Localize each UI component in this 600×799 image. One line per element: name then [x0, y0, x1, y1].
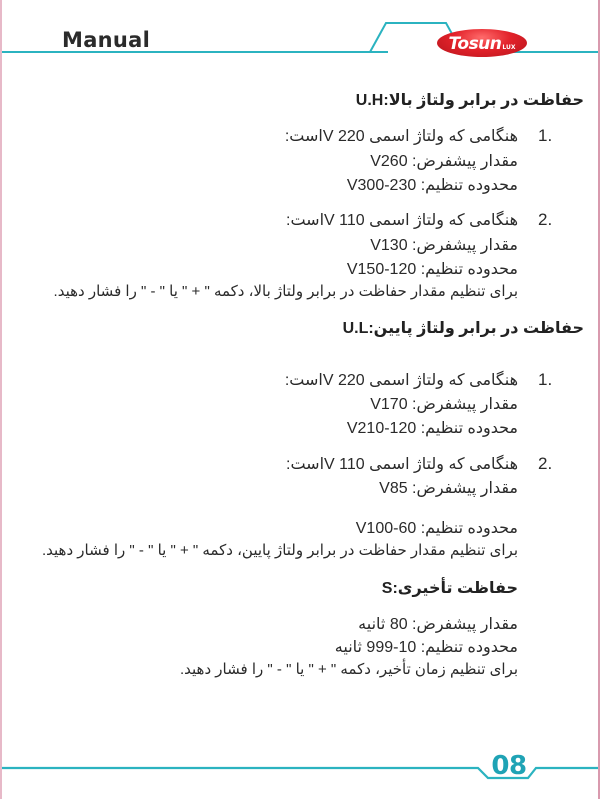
condition-text: هنگامی که ولتاژ اسمی 110 Vاست: — [286, 212, 518, 229]
instruction-text: برای تنظیم مقدار حفاظت در برابر ولتاژ بالا، دکمه " + " یا " - " را فشار دهید. — [53, 283, 518, 300]
section-heading-s: S:حفاظت تأخیری — [381, 580, 518, 597]
range-value: محدوده تنظیم: V210-120 — [346, 420, 518, 437]
default-value: مقدار پیشفرض: V260 — [370, 153, 518, 170]
instruction-text: برای تنظیم مقدار حفاظت در برابر ولتاژ پایین، دکمه " + " یا " - " را فشار دهید. — [41, 542, 518, 559]
list-number: 2. — [538, 210, 553, 229]
list-number: 2. — [538, 454, 553, 473]
instruction-text: برای تنظیم زمان تأخیر، دکمه " + " یا " - " را فشار دهید. — [179, 661, 518, 678]
section-heading-ul: U.L:حفاظت در برابر ولتاژ پایین — [342, 320, 584, 337]
default-value: مقدار پیشفرض: V170 — [370, 396, 518, 413]
range-value: محدوده تنظیم: V300-230 — [346, 177, 518, 194]
logo-subtext: LUX — [502, 43, 516, 51]
condition-text: هنگامی که ولتاژ اسمی 110 Vاست: — [286, 456, 518, 473]
range-value: محدوده تنظیم: V150-120 — [346, 261, 518, 278]
header-title: Manual — [62, 28, 151, 52]
logo-text: Tosun — [448, 33, 502, 54]
range-value: محدوده تنظیم: V100-60 — [355, 520, 518, 537]
list-number: 1. — [538, 126, 553, 145]
default-value: مقدار پیشفرض: V130 — [370, 237, 518, 254]
range-value: محدوده تنظیم: 10-999 ثانیه — [334, 639, 518, 656]
condition-text: هنگامی که ولتاژ اسمی 220 Vاست: — [284, 372, 518, 389]
condition-text: هنگامی که ولتاژ اسمی 220 Vاست: — [284, 128, 518, 145]
default-value: مقدار پیشفرض: 80 ثانیه — [358, 616, 518, 633]
list-number: 1. — [538, 370, 553, 389]
page-number: 08 — [491, 751, 527, 781]
default-value: مقدار پیشفرض: V85 — [379, 480, 518, 497]
section-heading-uh: U.H:حفاظت در برابر ولتاژ بالا — [355, 92, 584, 109]
